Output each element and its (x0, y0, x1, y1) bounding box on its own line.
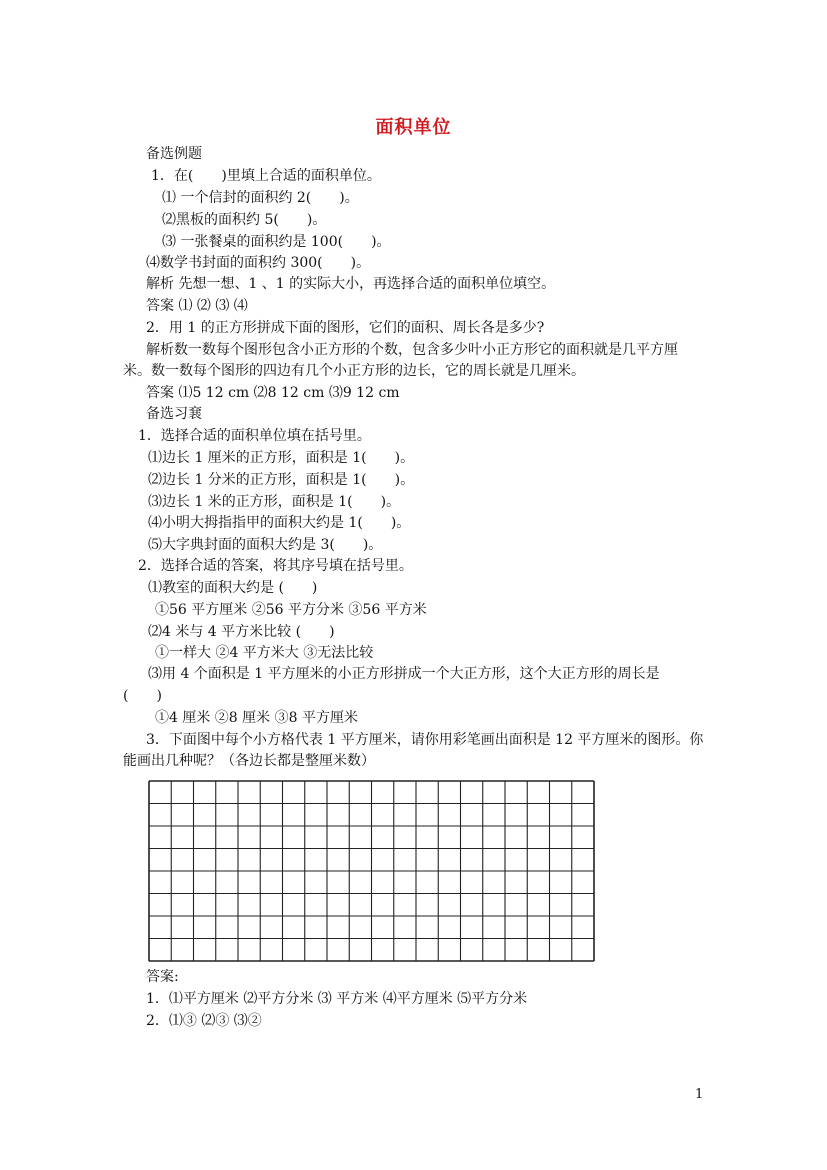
exercise-q2: 2．选择合适的答案，将其序号填在括号里。 (138, 558, 413, 574)
exercise-q2-a: ⑴教室的面积大约是 ( ) (148, 580, 318, 596)
example-q2-answer: 答案 ⑴5 12 cm ⑵8 12 cm ⑶9 12 cm (146, 385, 400, 401)
example-q2: 2．用 1 的正方形拼成下面的图形，它们的面积、周长各是多少? (146, 320, 545, 336)
exercise-q2-c-options: ①4 厘米 ②8 厘米 ③8 平方厘米 (155, 710, 358, 726)
exercise-q3: 3．下面图中每个小方格代表 1 平方厘米，请你用彩笔画出面积是 12 平方厘米的图形。你 (146, 732, 704, 748)
exercise-q3: 能画出几种呢？（各边长都是整厘米数） (123, 753, 375, 769)
exercise-q1-item: ⑸大字典封面的面积大约是 3( )。 (148, 537, 383, 553)
example-q1-item: ⑴ 一个信封的面积约 2( )。 (162, 190, 359, 206)
exercise-q1-item: ⑴边长 1 厘米的正方形，面积是 1( )。 (148, 450, 415, 466)
answer-2: 2．⑴③ ⑵③ ⑶② (146, 1013, 262, 1029)
example-q2-analysis: 解析数一数每个图形包含小正方形的个数，包含多少叶小正方形它的面积就是几平方厘 (146, 342, 678, 358)
square-grid (148, 780, 595, 962)
page-title: 面积单位 (375, 117, 452, 138)
answer-1: 1．⑴平方厘米 ⑵平方分米 ⑶ 平方米 ⑷平方厘米 ⑸平方分米 (146, 991, 528, 1007)
page-number: 1 (695, 1087, 704, 1102)
exercise-q1-item: ⑶边长 1 米的正方形，面积是 1( )。 (148, 494, 401, 510)
example-heading: 备选例题 (146, 146, 202, 162)
example-q1-item: ⑵黑板的面积约 5( )。 (162, 212, 327, 228)
exercise-q2-b-options: ①一样大 ②4 平方米大 ③无法比较 (155, 645, 374, 661)
example-q1-item: ⑷数学书封面的面积约 300( )。 (146, 255, 371, 271)
exercise-q1-item: ⑷小明大拇指指甲的面积大约是 1( )。 (148, 515, 411, 531)
example-q1: 1．在( )里填上合适的面积单位。 (151, 168, 381, 184)
exercise-q2-b: ⑵4 米与 4 平方米比较 ( ) (148, 624, 335, 640)
example-q1-analysis: 解析 先想一想、1 、1 的实际大小，再选择合适的面积单位填空。 (146, 276, 556, 292)
exercise-q2-a-options: ①56 平方厘米 ②56 平方分米 ③56 平方米 (155, 602, 427, 618)
exercise-q2-c: ( ) (123, 688, 162, 704)
exercise-q2-c: ⑶用 4 个面积是 1 平方厘米的小正方形拼成一个大正方形，这个大正方形的周长是 (148, 666, 660, 682)
exercise-q1-item: ⑵边长 1 分米的正方形，面积是 1( )。 (148, 472, 415, 488)
example-q1-item: ⑶ 一张餐桌的面积约是 100( )。 (162, 234, 391, 250)
exercise-q1: 1．选择合适的面积单位填在括号里。 (138, 428, 371, 444)
answers-heading: 答案: (146, 969, 179, 985)
example-q1-answer: 答案 ⑴ ⑵ ⑶ ⑷ (146, 298, 248, 314)
exercise-heading: 备选习㐮 (146, 406, 202, 422)
example-q2-analysis: 米。数一数每个图形的四边有几个小正方形的边长，它的周长就是几厘米。 (123, 363, 585, 379)
